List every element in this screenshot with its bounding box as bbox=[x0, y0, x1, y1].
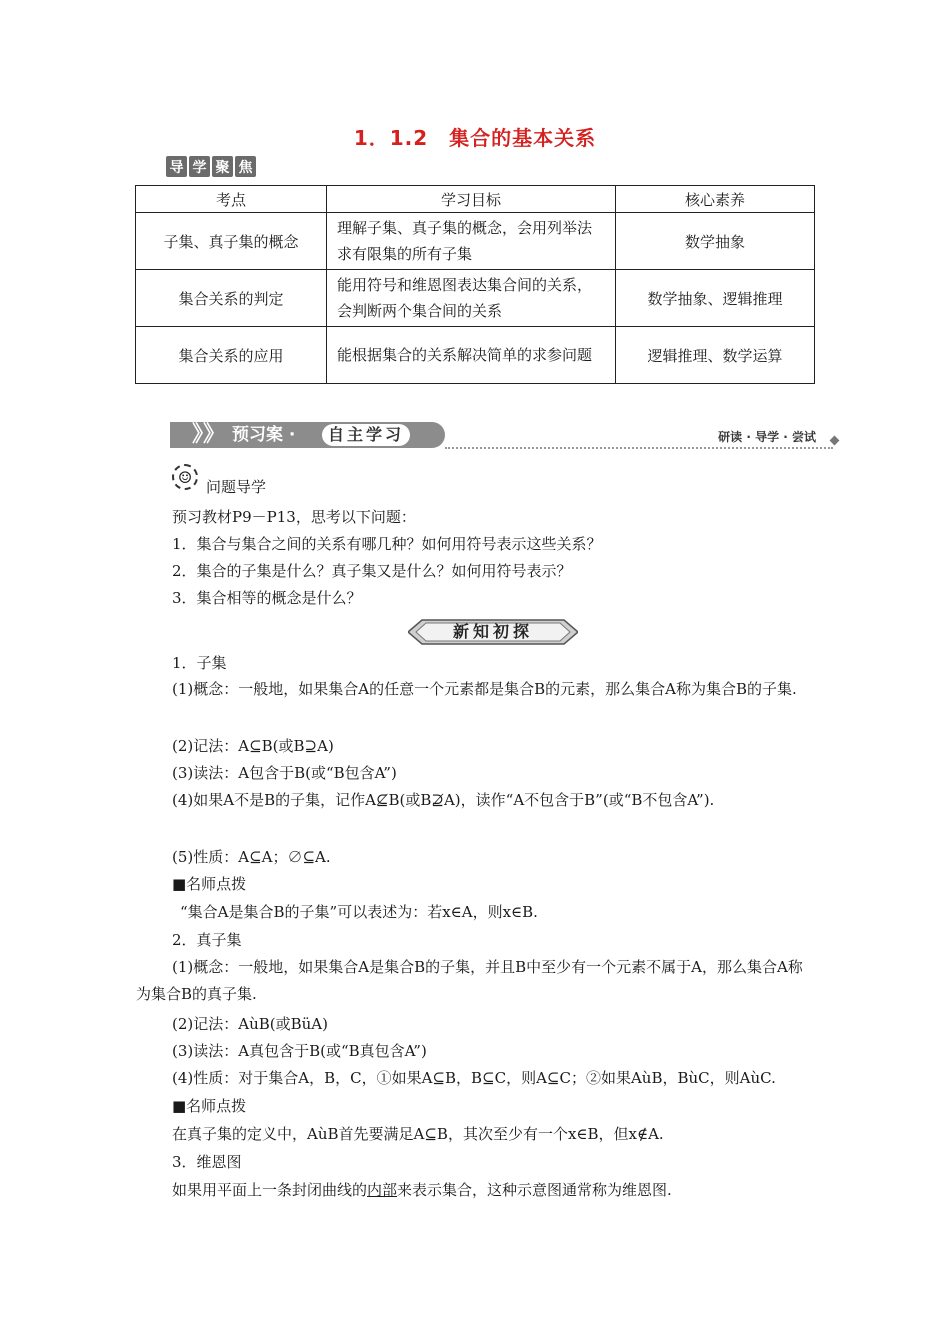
subset-notation: (2)记法：A⊆B(或B⊇A) bbox=[172, 737, 334, 755]
banner-label: 预习案 · bbox=[232, 425, 296, 445]
learning-goals-table bbox=[135, 185, 815, 384]
section-proper-subset-heading: 2．真子集 bbox=[172, 931, 242, 949]
venn-definition-part: 来表示集合，这种示意图通常称为维恩图. bbox=[397, 1181, 672, 1199]
chevron-right-icon: 》》 bbox=[192, 422, 226, 447]
table-header: 学习目标 bbox=[327, 186, 616, 213]
proper-subset-notation: (2)记法：AùB(或BüA) bbox=[172, 1015, 328, 1033]
subset-reading: (3)读法：A包含于B(或“B包含A”) bbox=[172, 764, 397, 782]
section-venn-heading: 3．维恩图 bbox=[172, 1153, 242, 1171]
table-cell: 能根据集合的关系解决简单的求参问题 bbox=[327, 327, 616, 384]
table-row bbox=[136, 327, 815, 384]
table-header: 核心素养 bbox=[616, 186, 815, 213]
new-knowledge-title: 新知初探 bbox=[452, 622, 533, 641]
table-cell: 数学抽象、逻辑推理 bbox=[616, 270, 815, 327]
section-subset-heading: 1．子集 bbox=[172, 654, 227, 672]
venn-definition-part: 如果用平面上一条封闭曲线的 bbox=[172, 1181, 368, 1199]
venn-definition-underlined: 内部 bbox=[367, 1181, 398, 1199]
preview-intro: 预习教材P9－P13，思考以下问题： bbox=[172, 508, 416, 526]
table-cell: 逻辑推理、数学运算 bbox=[616, 327, 815, 384]
smiley-icon: ☺ bbox=[172, 464, 198, 490]
teacher-tip-label: ■名师点拨 bbox=[172, 875, 247, 893]
table-header: 考点 bbox=[136, 186, 327, 213]
proper-subset-property: (4)性质：对于集合A，B，C，①如果A⊆B，B⊆C，则A⊆C；②如果AùB，BùC，则AùC. bbox=[172, 1069, 776, 1087]
new-knowledge-banner bbox=[408, 618, 578, 646]
table-cell: 数学抽象 bbox=[616, 213, 815, 270]
question-3: 3．集合相等的概念是什么？ bbox=[172, 589, 362, 607]
table-cell: 集合关系的应用 bbox=[136, 327, 327, 384]
question-1: 1．集合与集合之间的关系有哪几种？如何用符号表示这些关系？ bbox=[172, 535, 602, 553]
table-cell: 理解子集、真子集的概念，会用列举法求有限集的所有子集 bbox=[327, 213, 616, 270]
question-2: 2．集合的子集是什么？真子集又是什么？如何用符号表示？ bbox=[172, 562, 572, 580]
tag-char: 焦 bbox=[235, 156, 256, 177]
tag-char: 聚 bbox=[212, 156, 233, 177]
proper-subset-concept: (1)概念：一般地，如果集合A是集合B的子集，并且B中至少有一个元素不属于A，那么集合A称为集合B的真子集. bbox=[136, 958, 803, 1003]
table-cell: 子集、真子集的概念 bbox=[136, 213, 327, 270]
banner-title: 自主学习 bbox=[322, 424, 410, 446]
table-row bbox=[136, 270, 815, 327]
banner-divider bbox=[445, 447, 833, 449]
section-tag-guide bbox=[166, 156, 256, 177]
preview-banner bbox=[170, 420, 840, 452]
table-cell: 集合关系的判定 bbox=[136, 270, 327, 327]
subset-not: (4)如果A不是B的子集，记作A⊈B(或B⊉A)，读作“A不包含于B”(或“B不包含A”). bbox=[172, 791, 715, 809]
venn-definition bbox=[172, 1179, 672, 1201]
teacher-tip-text: 在真子集的定义中，AùB首先要满足A⊆B，其次至少有一个x∈B，但x∉A. bbox=[172, 1125, 664, 1143]
teacher-tip-text: “集合A是集合B的子集”可以表述为：若x∈A，则x∈B. bbox=[180, 903, 538, 921]
teacher-tip-label: ■名师点拨 bbox=[172, 1097, 247, 1115]
proper-subset-reading: (3)读法：A真包含于B(或“B真包含A”) bbox=[172, 1042, 427, 1060]
banner-subtitle: 研读 · 导学 · 尝试 bbox=[718, 430, 816, 444]
subset-property: (5)性质：A⊆A；∅⊆A. bbox=[172, 848, 331, 866]
diamond-icon bbox=[830, 436, 840, 446]
tag-char: 学 bbox=[189, 156, 210, 177]
table-cell: 能用符号和维恩图表达集合间的关系，会判断两个集合间的关系 bbox=[327, 270, 616, 327]
page-title: 1．1.2 集合的基本关系 bbox=[353, 126, 597, 150]
table-row bbox=[136, 213, 815, 270]
subset-concept: (1)概念：一般地，如果集合A的任意一个元素都是集合B的元素，那么集合A称为集合B的子集. bbox=[172, 680, 797, 698]
preview-heading: 问题导学 bbox=[206, 478, 267, 496]
table-header-row bbox=[136, 186, 815, 213]
tag-char: 导 bbox=[166, 156, 187, 177]
